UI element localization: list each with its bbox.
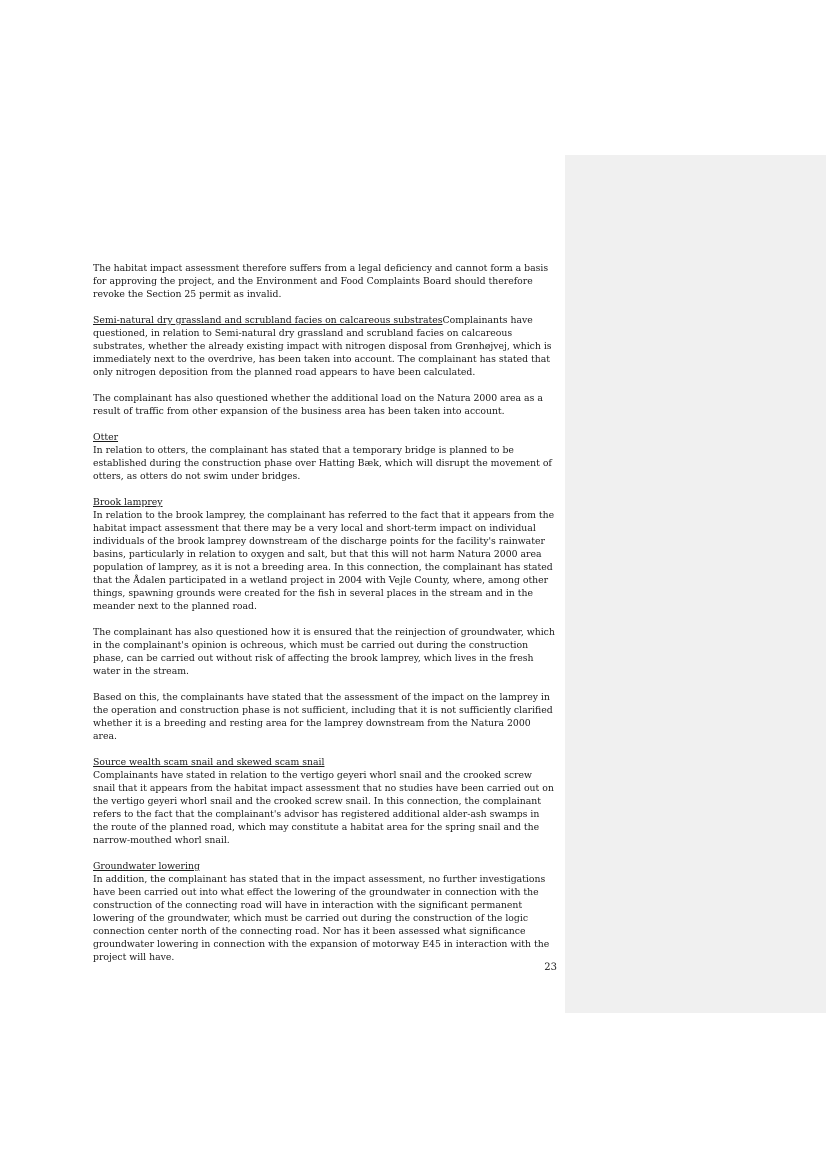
paragraph-text: In relation to the brook lamprey, the complainant has referred to the fact that it appears from the habitat impact assessment that there may be a very local and short-term impact on individual individuals of the brook lamprey downstream of the discharge points for the facility's rainwater basins, particularly in relation to oxygen and salt, but that this will not harm Natura 2000 area population of lamprey, as it is not a breeding area. In this connection, the complainant has stated that the Ådalen participated in a wetland project in 2004 with Vejle County, where, among other things, spawning grounds were created for the fish in several places in the stream and in the meander next to the planned road. <box>93 510 555 612</box>
margin-panel <box>565 155 826 1013</box>
paragraph-brook-lamprey <box>93 496 557 613</box>
paragraph-additional-load <box>93 392 557 418</box>
paragraph-grassland <box>93 314 557 379</box>
section-heading-groundwater-lowering: Groundwater lowering <box>93 861 200 872</box>
paragraph-otter <box>93 431 557 483</box>
paragraph-text: The complainant has also questioned whether the additional load on the Natura 2000 area as a result of traffic from other expansion of the business area has been taken into account. <box>93 393 543 417</box>
paragraph-text: Complainants have stated in relation to the vertigo geyeri whorl snail and the crooked screw snail that it appears from the habitat impact assessment that no studies have been carried out on the vertigo geyeri whorl snail and the crooked screw snail. In this connection, the complainant refers to the fact that the complainant's advisor has registered additional alder-ash swamps in the route of the planned road, which may constitute a habitat area for the spring snail and the narrow-mouthed whorl snail. <box>93 770 554 846</box>
section-heading-otter: Otter <box>93 432 119 443</box>
document-body <box>93 262 557 977</box>
paragraph-text: The habitat impact assessment therefore suffers from a legal deficiency and cannot form a basis for approving the project, and the Environment and Food Complaints Board should therefore revoke the Section 25 permit as invalid. <box>93 263 549 300</box>
section-heading-grassland: Semi-natural dry grassland and scrubland facies on calcareous substrates <box>93 315 443 326</box>
paragraph-text: In addition, the complainant has stated that in the impact assessment, no further investigations have been carried out into what effect the lowering of the groundwater in connection with the construction of the connecting road will have in interaction with the significant permanent lowering of the groundwater, which must be carried out during the construction of the logic connection center north of the connecting road. Nor has it been assessed what significance groundwater lowering in connection with the expansion of motorway E45 in interaction with the project will have. <box>93 874 550 963</box>
paragraph-legal-deficiency <box>93 262 557 301</box>
paragraph-lamprey-assessment <box>93 691 557 743</box>
paragraph-snails <box>93 756 557 847</box>
section-heading-snails: Source wealth scam snail and skewed scam snail <box>93 757 325 768</box>
section-heading-brook-lamprey: Brook lamprey <box>93 497 163 508</box>
page-number: 23 <box>544 962 557 973</box>
paragraph-text: Complainants have questioned, in relation to Semi-natural dry grassland and scrubland facies on calcareous substrates, whether the already existing impact with nitrogen disposal from Grønhøjvej, which is immediately next to the overdrive, has been taken into account. The complainant has stated that only nitrogen deposition from the planned road appears to have been calculated. <box>93 315 552 378</box>
paragraph-groundwater-reinjection <box>93 626 557 678</box>
paragraph-text: The complainant has also questioned how it is ensured that the reinjection of groundwater, which in the complainant's opinion is ochreous, which must be carried out during the construction phase, can be carried out without risk of affecting the brook lamprey, which lives in the fresh water in the stream. <box>93 627 555 677</box>
paragraph-groundwater-lowering <box>93 860 557 964</box>
paragraph-text: In relation to otters, the complainant has stated that a temporary bridge is planned to be established during the construction phase over Hatting Bæk, which will disrupt the movement of otters, as otters do not swim under bridges. <box>93 445 552 482</box>
paragraph-text: Based on this, the complainants have stated that the assessment of the impact on the lamprey in the operation and construction phase is not sufficient, including that it is not sufficiently clarified whether it is a breeding and resting area for the lamprey downstream from the Natura 2000 area. <box>93 692 553 742</box>
